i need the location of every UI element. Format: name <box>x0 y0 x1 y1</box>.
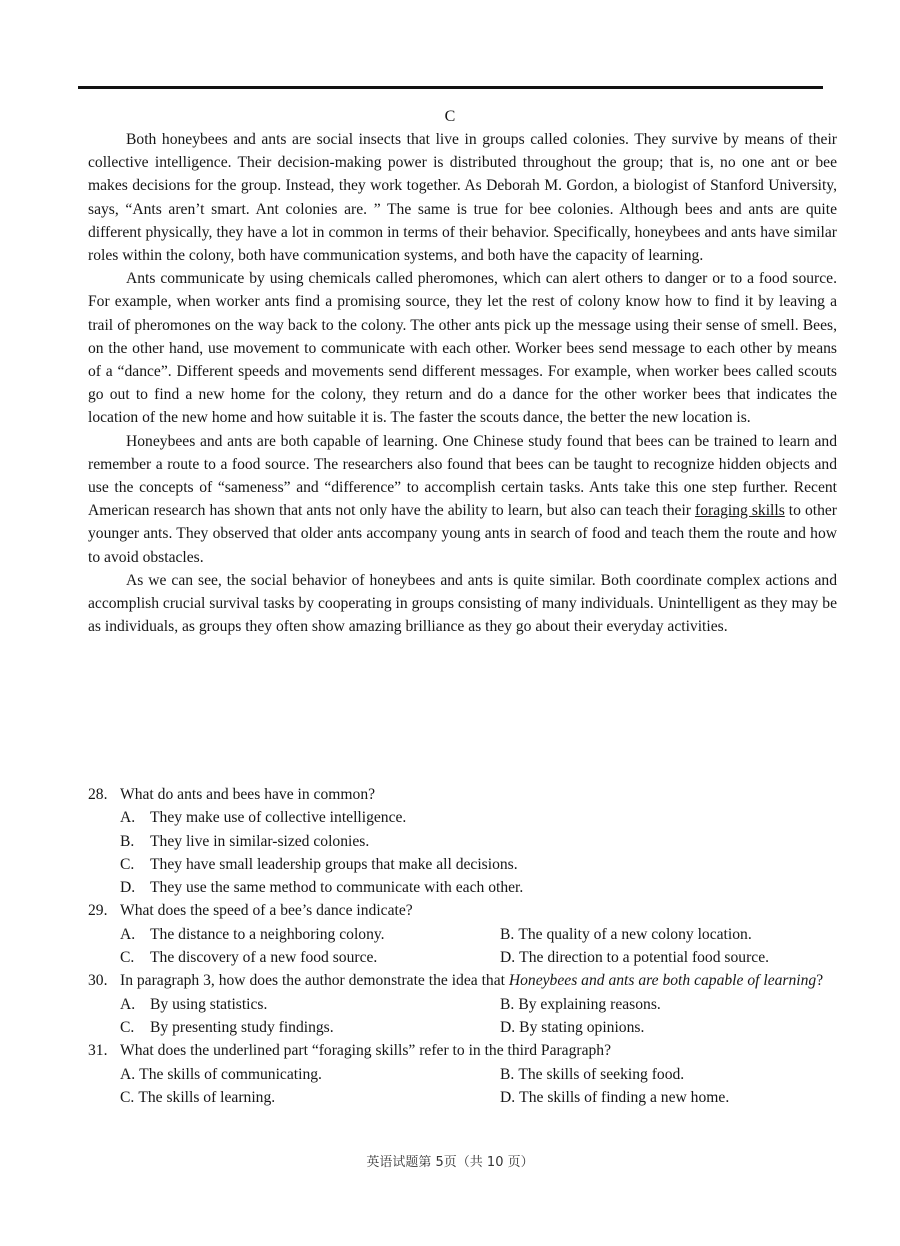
question-stem: In paragraph 3, how does the author demonstrate the idea that Honeybees and ants are both capable of learning? <box>120 972 824 990</box>
reading-passage <box>88 128 837 638</box>
option-a: A. They make use of collective intelligence. <box>120 809 407 827</box>
underlined-phrase: foraging skills <box>695 502 785 520</box>
section-letter: C <box>444 108 456 125</box>
passage-paragraph-1: Both honeybees and ants are social insects that live in groups called colonies. They survive by means of their collective intelligence. Their decision-making power is distributed throughout the group; that is, no one ant or bee makes decisions for the group. Instead, they work together. As Deborah M. Gordon, a biologist of Stanford University, says, “Ants aren’t smart. Ant colonies are. ” The same is true for bee colonies. Although bees and ants are quite different physically, they have a lot in common in terms of their behavior. Specifically, honeybees and ants have similar roles within the colony, both have communication systems, and both have the capacity of learning. <box>88 131 837 265</box>
option-b: B. By explaining reasons. <box>500 995 661 1013</box>
option-a: A. The distance to a neighboring colony. <box>120 925 385 943</box>
option-d: D. They use the same method to communicate with each other. <box>120 879 524 897</box>
page-footer: 英语试题第 5页（共 10 页） <box>366 1155 534 1170</box>
passage-paragraph-4: As we can see, the social behavior of honeybees and ants is quite similar. Both coordinate complex actions and accomplish crucial survival tasks by cooperating in groups consisting of many individuals. Unintelligent as they may be as individuals, as groups they often show amazing brilliance as they go about their everyday activities. <box>88 571 837 636</box>
questions-section <box>88 783 837 1109</box>
option-a: A. By using statistics. <box>120 995 268 1013</box>
question-number: 31. <box>88 1042 108 1060</box>
question-number: 28. <box>88 786 108 803</box>
passage-paragraph-3 <box>88 430 837 569</box>
question-29 <box>88 899 837 969</box>
question-stem: What do ants and bees have in common? <box>120 786 376 803</box>
option-b: B. The quality of a new colony location. <box>500 925 752 943</box>
question-stem: What does the underlined part “foraging skills” refer to in the third Paragraph? <box>120 1042 612 1060</box>
option-c: C. The skills of learning. <box>120 1088 276 1106</box>
option-d: D. By stating opinions. <box>500 1018 645 1036</box>
option-b: B. They live in similar-sized colonies. <box>120 832 370 850</box>
option-d: D. The direction to a potential food source. <box>500 949 770 967</box>
option-a: A. The skills of communicating. <box>120 1065 322 1083</box>
question-stem: What does the speed of a bee’s dance indicate? <box>120 902 413 920</box>
italic-quote: Honeybees and ants are both capable of learning <box>508 972 817 990</box>
header-rule <box>78 86 823 89</box>
question-number: 30. <box>88 972 108 990</box>
question-28 <box>88 783 837 899</box>
option-c: C. They have small leadership groups that make all decisions. <box>120 855 518 873</box>
option-c: C. By presenting study findings. <box>120 1018 334 1036</box>
passage-paragraph-2: Ants communicate by using chemicals called pheromones, which can alert others to danger or to a food source. For example, when worker ants find a promising source, they let the rest of colony know how to find it by leaving a trail of pheromones on the way back to the colony. The other ants pick up the message using their sense of smell. Bees, on the other hand, use movement to communicate with each other. Worker bees send message to each other by means of a “dance”. Different speeds and movements send different messages. For example, when worker bees called scouts go out to find a new home for the colony, they return and do a dance for the other worker bees that indicates the location of the new home and how suitable it is. The faster the scouts dance, the better the new location is. <box>88 270 837 427</box>
question-number: 29. <box>88 902 108 920</box>
paragraph-3-text-before: Honeybees and ants are both capable of learning. One Chinese study found that bees can be trained to learn and remember a route to a food source. The researchers also found that bees can be taught to recognize hidden objects and use the concepts of “sameness” and “difference” to accomplish certain tasks. Ants take this one step further. Recent American research has shown that ants not only have the ability to learn, but also can teach their <box>88 432 837 520</box>
question-30 <box>88 969 837 1039</box>
option-b: B. The skills of seeking food. <box>500 1065 685 1083</box>
option-c: C. The discovery of a new food source. <box>120 949 378 967</box>
paragraph-3-text-after: to other younger ants. They observed that older ants accompany young ants in search of food and teach them the route and how to avoid obstacles. <box>88 502 837 566</box>
option-d: D. The skills of finding a new home. <box>500 1088 730 1106</box>
question-31 <box>88 1039 837 1109</box>
